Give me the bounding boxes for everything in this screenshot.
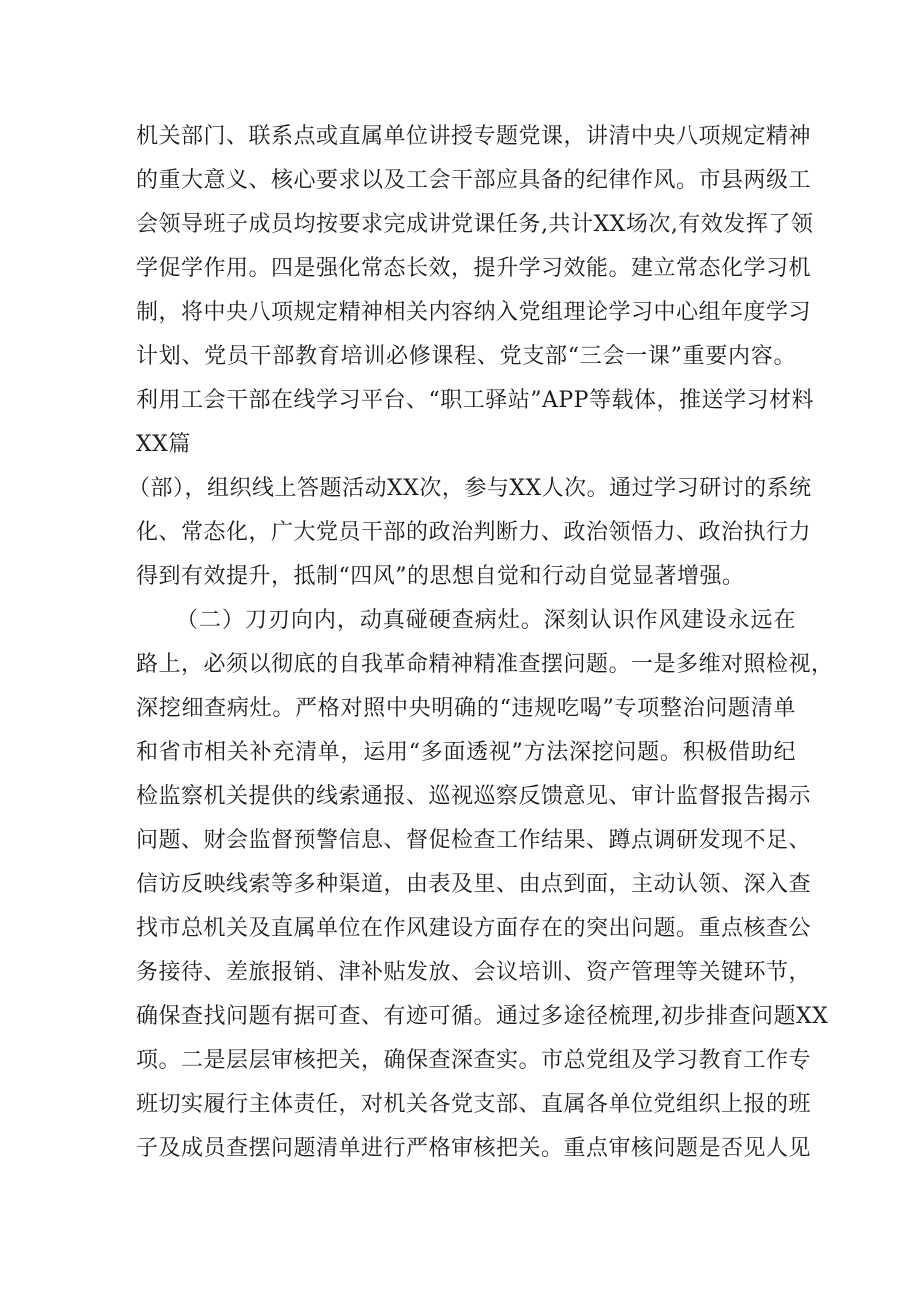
section-heading-line: （二）刀刃向内，动真碰硬查病灶。深刻认识作风建设永远在 (176, 608, 796, 633)
text-line: 路上，必须以彻底的自我革命精神精准查摆问题。一是多维对照检视， (136, 652, 834, 677)
text-line: 会领导班子成员均按要求完成讲党课任务,共计XX场次,有效发挥了领 (136, 212, 814, 237)
text-line: 化、常态化，广大党员干部的政治判断力、政治领悟力、政治执行力 (136, 520, 812, 545)
text-line: 制，将中央八项规定精神相关内容纳入党组理论学习中心组年度学习 (136, 300, 812, 325)
text-line: 问题、财会监督预警信息、督促检查工作结果、蹲点调研发现不足、 (136, 828, 812, 853)
text-line: XX篇 (136, 432, 191, 457)
text-line: 信访反映线索等多种渠道，由表及里、由点到面，主动认领、深入查 (136, 872, 812, 897)
text-line: 和省市相关补充清单，运用“多面透视”方法深挖问题。积极借助纪 (136, 740, 796, 765)
text-line: 得到有效提升，抵制“四风”的思想自觉和行动自觉显著增强。 (136, 564, 745, 589)
text-line: 务接待、差旅报销、津补贴发放、会议培训、资产管理等关键环节， (136, 960, 812, 985)
text-line: 的重大意义、核心要求以及工会干部应具备的纪律作风。市县两级工 (136, 168, 812, 193)
text-line: 确保查找问题有据可查、有迹可循。通过多途径梳理,初步排查问题XX (136, 1004, 829, 1029)
text-line: 检监察机关提供的线索通报、巡视巡察反馈意见、审计监督报告揭示 (136, 784, 812, 809)
text-line: 班切实履行主体责任，对机关各党支部、直属各单位党组织上报的班 (136, 1092, 812, 1117)
text-line: 利用工会干部在线学习平台、“职工驿站”APP等载体，推送学习材料 (136, 388, 814, 413)
text-line: 计划、党员干部教育培训必修课程、党支部“三会一课”重要内容。 (136, 344, 796, 369)
text-line: 深挖细查病灶。严格对照中央明确的“违规吃喝”专项整治问题清单 (136, 696, 796, 721)
text-line: 找市总机关及直属单位在作风建设方面存在的突出问题。重点核查公 (136, 916, 812, 941)
text-line: 子及成员查摆问题清单进行严格审核把关。重点审核问题是否见人见 (136, 1136, 812, 1161)
text-line: 项。二是层层审核把关，确保查深查实。市总党组及学习教育工作专 (136, 1048, 812, 1073)
text-line: （部），组织线上答题活动XX次，参与XX人次。通过学习研讨的系统 (128, 476, 812, 501)
text-line: 学促学作用。四是强化常态长效，提升学习效能。建立常态化学习机 (136, 256, 812, 281)
text-line: 机关部门、联系点或直属单位讲授专题党课，讲清中央八项规定精神 (136, 124, 812, 149)
